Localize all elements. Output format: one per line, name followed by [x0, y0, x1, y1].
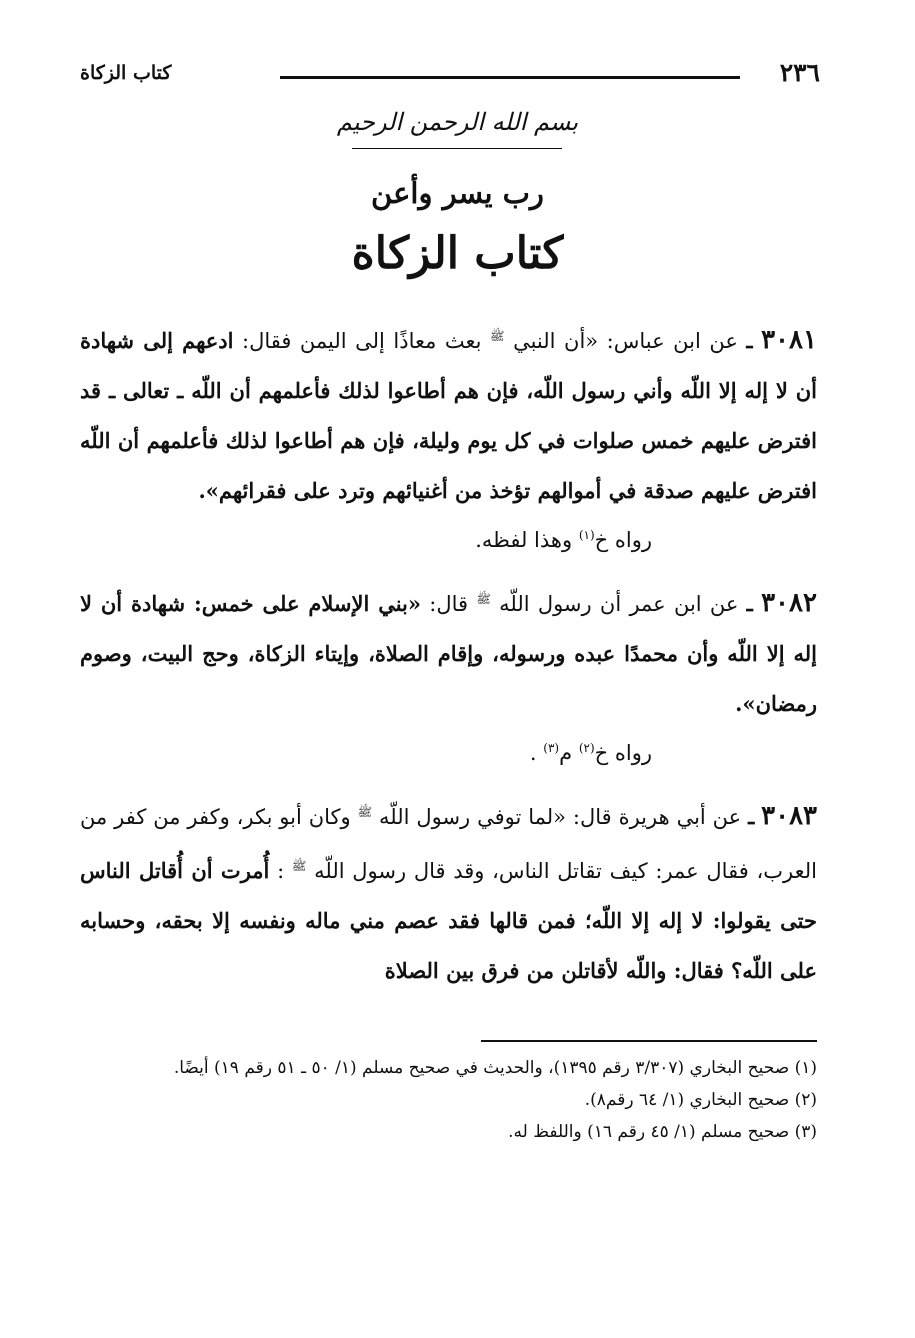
footnote-ref-3[interactable]: (٣) [543, 741, 560, 755]
footnotes [80, 1052, 817, 1148]
page-number: ٢٣٦ [779, 58, 820, 87]
riwaya-end: . [529, 741, 537, 765]
footnote-rule [481, 1040, 817, 1042]
riwaya-3081 [80, 516, 817, 565]
footnote-2: (٢) صحيح البخاري (١/ ٦٤ رقم٨). [584, 1090, 817, 1110]
riwaya-source-2: م [559, 741, 573, 765]
salawat-glyph: ﷺ [490, 329, 505, 343]
hadith-dash: ـ [746, 328, 753, 353]
riwaya-source: رواه خ [594, 741, 652, 765]
hadith-intro: عن أبي هريرة قال: «لما توفي رسول اللّه [379, 805, 742, 829]
hadith-number: ٣٠٨١ [761, 325, 817, 355]
body-text [80, 312, 817, 996]
hadith-3081 [80, 312, 817, 516]
header-rule [280, 76, 740, 79]
footnote-ref-2[interactable]: (٢) [578, 741, 595, 755]
hadith-intro-cont: قال: [429, 592, 469, 616]
riwaya-note: وهذا لفظه. [475, 528, 573, 552]
riwaya-3082 [80, 729, 817, 778]
hadith-3083 [80, 788, 817, 996]
hadith-intro-colon: : [277, 859, 285, 883]
salawat-glyph: ﷺ [357, 805, 373, 819]
chapter-title: كتاب الزكاة [351, 228, 564, 279]
hadith-intro: عن ابن عباس: «أن النبي [513, 329, 738, 353]
basmala-underline [352, 148, 562, 149]
hadith-intro-cont: بعث معاذًا إلى اليمن فقال: [242, 329, 482, 353]
hadith-dash: ـ [746, 591, 753, 616]
hadith-text: أُمرت أن أُقاتل الناس حتى يقولوا: لا إله إلا اللّه؛ فمن قالها فقد عصم مني ماله ونفسه إلا بحقه، وحسابه على اللّه؟ فقال: واللّه لأقاتلن من فرق بين الصلاة [80, 858, 817, 983]
hadith-text: ادعهم إلى شهادة أن لا إله إلا اللّه وأني رسول اللّه، فإن هم أطاعوا لذلك فأعلمهم أن اللّه ـ تعالى ـ قد افترض عليهم خمس صلوات في كل يوم وليلة، فإن هم أطاعوا لذلك فأعلمهم أن اللّه افترض عليهم صدقة في أموالهم تؤخذ من أغنيائهم وترد على فقرائهم». [80, 328, 817, 503]
footnote-ref-1[interactable]: (١) [578, 528, 595, 542]
hadith-text: «بني الإسلام على خمس: شهادة أن لا إله إلا اللّه وأن محمدًا عبده ورسوله، وإقام الصلاة، وإيتاء الزكاة، وحج البيت، وصوم رمضان». [80, 591, 817, 716]
basmala: بسم الله الرحمن الرحيم [336, 108, 579, 136]
salawat-glyph: ﷺ [291, 859, 307, 873]
hadith-intro: عن ابن عمر أن رسول اللّه [499, 592, 739, 616]
hadith-dash: ـ [748, 804, 755, 829]
running-header [80, 58, 820, 98]
footnote-3: (٣) صحيح مسلم (١/ ٤٥ رقم ١٦) واللفظ له. [508, 1122, 817, 1142]
invocation: رب يسر وأعن [371, 176, 544, 210]
salawat-glyph: ﷺ [476, 592, 491, 606]
hadith-3082 [80, 575, 817, 729]
hadith-number: ٣٠٨٢ [761, 588, 817, 618]
running-title: كتاب الزكاة [80, 62, 172, 84]
riwaya-source: رواه خ [594, 528, 652, 552]
hadith-number: ٣٠٨٣ [761, 801, 817, 831]
footnote-1: (١) صحيح البخاري (٣/٣٠٧ رقم ١٣٩٥)، والحديث في صحيح مسلم (١/ ٥٠ ـ ٥١ رقم ١٩) أيضًا. [173, 1058, 817, 1078]
hadith-intro-cont: وكان أبو بكر، وكفر من كفر من العرب، فقال عمر: كيف تقاتل الناس، وقد قال رسول اللّه [80, 805, 817, 883]
